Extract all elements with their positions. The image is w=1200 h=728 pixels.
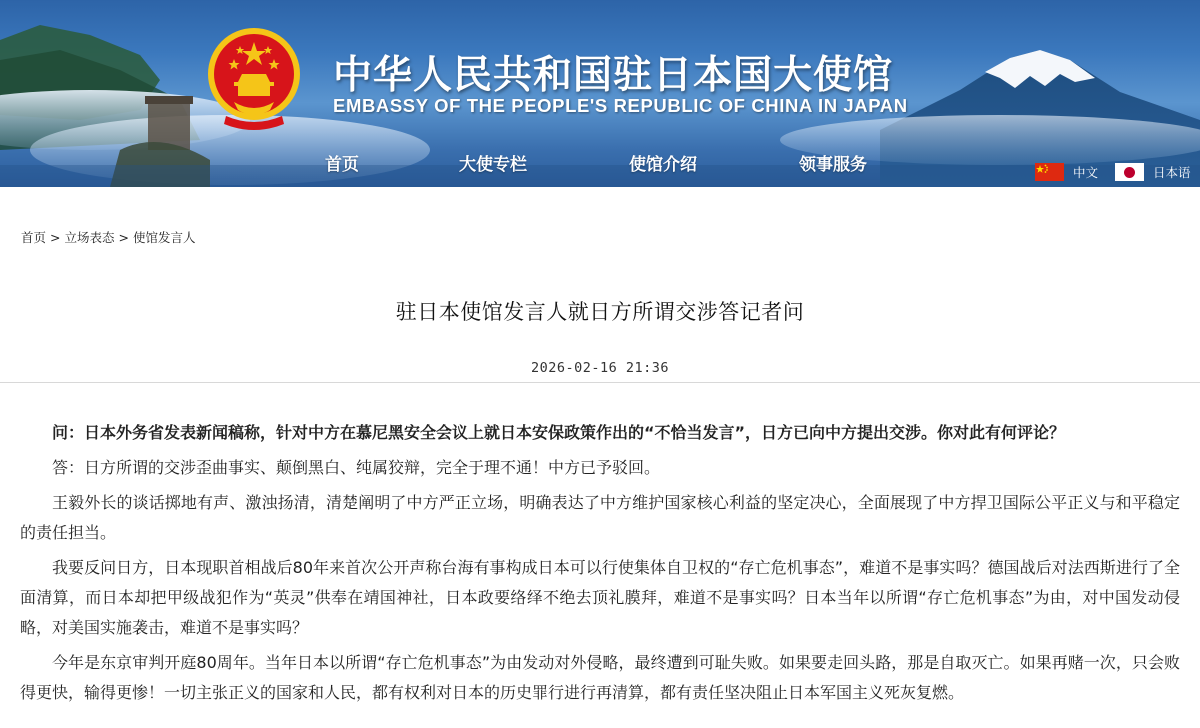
breadcrumb-spokesperson[interactable]: 使馆发言人 — [133, 230, 196, 245]
article-body — [20, 418, 1180, 713]
cn-flag-icon — [1035, 163, 1064, 181]
article-paragraph: 我要反问日方，日本现职首相战后80年来首次公开声称台海有事构成日本可以行使集体自卫权的“存亡危机事态”，难道不是事实吗？德国战后对法西斯进行了全面清算，而日本却把甲级战犯作为“英灵”供奉在靖国神社，日本政要络绎不绝去顶礼膜拜，难道不是事实吗？日本当年以所谓“存亡危机事态”为由，对中国发动侵略，对美国实施袭击，难道不是事实吗？ — [20, 558, 1180, 637]
article-title: 驻日本使馆发言人就日方所谓交涉答记者问 — [395, 300, 805, 324]
article-paragraph-question: 问：日本外务省发表新闻稿称，针对中方在慕尼黑安全会议上就日本安保政策作出的“不恰当发言”，日方已向中方提出交涉。你对此有何评论？ — [52, 423, 1066, 442]
national-emblem-icon — [204, 24, 304, 134]
breadcrumb-separator: > — [50, 229, 61, 245]
breadcrumb-home[interactable]: 首页 — [21, 230, 47, 245]
article-paragraph: 王毅外长的谈话掷地有声、激浊扬清，清楚阐明了中方严正立场，明确表达了中方维护国家核心利益的坚定决心，全面展现了中方捍卫国际公平正义与和平稳定的责任担当。 — [20, 493, 1180, 542]
lang-switch-chinese[interactable] — [1035, 162, 1098, 182]
nav-item-ambassador-column[interactable]: 大使专栏 — [459, 155, 527, 175]
article-paragraph: 今年是东京审判开庭80周年。当年日本以所谓“存亡危机事态”为由发动对外侵略，最终遭到可耻失败。如果要走回头路，那是自取灭亡。如果再赌一次，只会败得更快，输得更惨！一切主张正义的国家和人民，都有权利对日本的历史罪行进行再清算，都有责任坚决阻止日本军国主义死灰复燃。 — [20, 653, 1180, 702]
divider — [0, 382, 1200, 383]
nav-item-embassy-intro[interactable]: 使馆介绍 — [629, 155, 697, 175]
breadcrumb — [21, 228, 196, 246]
main-nav — [0, 150, 1200, 180]
site-title-cn: 中华人民共和国驻日本国大使馆 — [333, 53, 894, 98]
site-title-en: EMBASSY OF THE PEOPLE'S REPUBLIC OF CHINA IN JAPAN — [333, 95, 908, 116]
lang-switch-japanese[interactable] — [1115, 162, 1191, 182]
breadcrumb-positions[interactable]: 立场表态 — [64, 230, 115, 245]
nav-item-home[interactable]: 首页 — [325, 155, 359, 175]
article-date: 2026-02-16 21:36 — [530, 360, 670, 376]
article-paragraph-answer: 答：日方所谓的交涉歪曲事实、颠倒黑白、纯属狡辩，完全于理不通！中方已予驳回。 — [52, 458, 661, 477]
breadcrumb-separator: > — [118, 229, 129, 245]
jp-flag-icon — [1115, 163, 1144, 181]
lang-label-japanese: 日本语 — [1153, 165, 1191, 180]
header-banner — [0, 0, 1200, 187]
nav-item-consular-services[interactable]: 领事服务 — [799, 155, 867, 175]
lang-label-chinese: 中文 — [1073, 165, 1099, 180]
